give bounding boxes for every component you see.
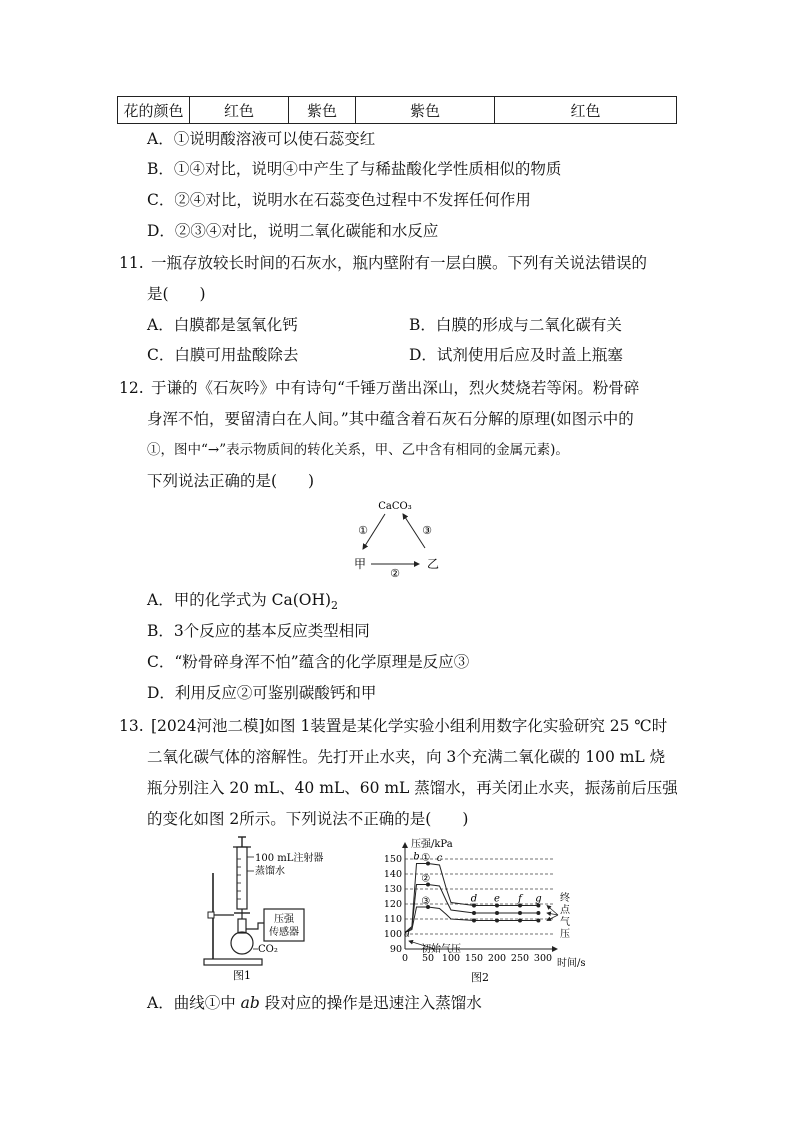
table-cell: 紫色 bbox=[289, 97, 356, 124]
chart-series bbox=[405, 853, 540, 933]
q11-option-c: C．白膜可用盐酸除去 bbox=[147, 346, 299, 364]
q11-stem-line1: 一瓶存放较长时间的石灰水，瓶内壁附有一层白膜。下列有关说法错误的 bbox=[151, 254, 648, 272]
x-tick-label: 250 bbox=[510, 953, 530, 964]
data-point bbox=[472, 919, 476, 923]
q13-stem-line2: 二氧化碳气体的溶解性。先打开止水夹，向 3个充满二氧化碳的 100 mL 烧 bbox=[147, 748, 666, 766]
q11-option-b: B．白膜的形成与二氧化碳有关 bbox=[409, 316, 622, 334]
figure1-caption: 图1 bbox=[233, 969, 251, 982]
y-tick-label: 140 bbox=[383, 869, 402, 880]
x-tick-label: 200 bbox=[487, 953, 507, 964]
table-cell: 花的颜色 bbox=[118, 97, 190, 124]
y-tick-label: 120 bbox=[383, 899, 402, 910]
y-tick-label: 110 bbox=[383, 914, 402, 925]
data-point bbox=[495, 919, 499, 923]
x-tick-label: 150 bbox=[464, 953, 484, 964]
q12-option-b: B．3个反应的基本反应类型相同 bbox=[147, 622, 370, 640]
q12-stem-line2: 身浑不怕，要留清白在人间。”其中蕴含着石灰石分解的原理(如图示中的 bbox=[147, 410, 634, 428]
q10-option-d: D．②③④对比，说明二氧化碳能和水反应 bbox=[147, 222, 439, 240]
final-pressure-label-3: 气 bbox=[560, 917, 570, 928]
diagram-top-label: CaCO₃ bbox=[378, 501, 412, 512]
diagram-node-jia: 甲 bbox=[353, 557, 367, 571]
point-label: f bbox=[518, 893, 522, 905]
series-label: ② bbox=[421, 873, 431, 885]
q10-option-b: B．①④对比，说明④中产生了与稀盐酸化学性质相似的物质 bbox=[147, 160, 562, 178]
diagram-node-yi: 乙 bbox=[426, 557, 440, 571]
initial-pressure-label: 初始气压 bbox=[421, 944, 461, 955]
q13-option-a-var: ab bbox=[240, 994, 260, 1012]
diagram-label-1: ① bbox=[358, 524, 368, 537]
point-label: d bbox=[470, 893, 478, 905]
x-tick-label: 0 bbox=[401, 953, 409, 964]
q11-option-d: D．试剂使用后应及时盖上瓶塞 bbox=[409, 346, 623, 364]
data-point bbox=[518, 911, 522, 915]
q12-stem-line3: ①，图中“→”表示物质间的转化关系，甲、乙中含有相同的金属元素)。 bbox=[147, 442, 569, 458]
sensor-label-1: 压强 bbox=[274, 914, 294, 925]
y-axis-label: 压强/kPa bbox=[411, 839, 453, 850]
q13-option-a-text1: A．曲线①中 bbox=[147, 994, 241, 1012]
data-point bbox=[472, 911, 476, 915]
point-label: e bbox=[494, 893, 500, 905]
final-pressure-label-4: 压 bbox=[560, 929, 570, 940]
figure2-caption: 图2 bbox=[471, 971, 489, 984]
q13-stem-line4: 的变化如图 2所示。下列说法不正确的是( ) bbox=[147, 810, 469, 828]
q11-number: 11. bbox=[119, 254, 144, 272]
q10-option-c: C．②④对比，说明水在石蕊变色过程中不发挥任何作用 bbox=[147, 191, 531, 209]
table-cell: 紫色 bbox=[356, 97, 495, 124]
q12-number: 12. bbox=[119, 379, 144, 397]
q13-option-a bbox=[147, 992, 482, 1014]
stand-base bbox=[204, 959, 262, 965]
q12-option-d: D．利用反应②可鉴别碳酸钙和甲 bbox=[147, 684, 377, 702]
table-cell: 红色 bbox=[190, 97, 289, 124]
q10-option-a: A．①说明酸溶液可以使石蕊变红 bbox=[147, 130, 376, 148]
q13-option-a-text2: 段对应的操作是迅速注入蒸馏水 bbox=[259, 994, 482, 1012]
diagram-label-3: ③ bbox=[422, 524, 432, 537]
data-point bbox=[518, 919, 522, 923]
final-pressure-label-2: 点 bbox=[560, 905, 570, 916]
x-tick-label: 50 bbox=[421, 953, 435, 964]
y-tick-label: 100 bbox=[383, 929, 402, 940]
figure1-apparatus bbox=[198, 835, 358, 983]
data-point bbox=[495, 911, 499, 915]
y-tick-label: 130 bbox=[383, 884, 402, 895]
q12-stem-line4: 下列说法正确的是( ) bbox=[147, 472, 315, 490]
q12-stem-line1: 于谦的《石灰吟》中有诗句“千锤万凿出深山，烈火焚烧若等闲。粉骨碎 bbox=[151, 379, 640, 397]
series-line bbox=[405, 885, 538, 933]
x-tick-label: 300 bbox=[533, 953, 553, 964]
co2-label: CO₂ bbox=[258, 944, 278, 955]
q12-option-a-sub: 2 bbox=[331, 599, 339, 613]
q13-number: 13. bbox=[119, 717, 144, 735]
table-row bbox=[118, 97, 677, 124]
final-pressure-label-1: 终 bbox=[560, 893, 570, 904]
series-label: ① bbox=[421, 852, 431, 864]
table-cell: 红色 bbox=[495, 97, 677, 124]
final-pressure-arrow bbox=[547, 915, 558, 921]
q11-option-a: A．白膜都是氢氧化钙 bbox=[147, 316, 298, 334]
data-point bbox=[536, 911, 540, 915]
syringe-label: 100 mL注射器 bbox=[255, 853, 324, 864]
point-label: c bbox=[436, 853, 443, 864]
water-label: 蒸馏水 bbox=[255, 866, 285, 877]
q13-stem-line3: 瓶分别注入 20 mL、40 mL、60 mL 蒸馏水，再关闭止水夹，振荡前后压强 bbox=[147, 779, 678, 797]
flower-color-table bbox=[117, 96, 677, 124]
flask bbox=[231, 932, 253, 954]
q12-option-c: C．“粉骨碎身浑不怕”蕴含的化学原理是反应③ bbox=[147, 653, 470, 671]
q13-stem-line1: [2024河池二模]如图 1装置是某化学实验小组利用数字化实验研究 25 ℃时 bbox=[151, 717, 668, 735]
y-tick-label: 150 bbox=[383, 854, 402, 865]
sensor-label-2: 传感器 bbox=[269, 927, 299, 938]
q12-option-a bbox=[147, 589, 338, 617]
y-tick-label: 90 bbox=[389, 944, 402, 955]
conversion-diagram bbox=[345, 496, 455, 582]
x-axis-label: 时间/s bbox=[557, 958, 586, 969]
point-label: a bbox=[404, 928, 410, 940]
series-label: ③ bbox=[421, 896, 431, 907]
point-label: b bbox=[413, 851, 420, 863]
figure2-pressure-chart bbox=[375, 837, 600, 985]
point-label: g bbox=[535, 893, 542, 905]
x-tick-label: 100 bbox=[441, 953, 461, 964]
data-point bbox=[536, 919, 540, 923]
q12-option-a-text: A．甲的化学式为 Ca(OH) bbox=[147, 591, 332, 609]
q11-stem-line2: 是( ) bbox=[147, 285, 206, 303]
syringe bbox=[237, 847, 247, 909]
diagram-label-2: ② bbox=[390, 567, 400, 580]
